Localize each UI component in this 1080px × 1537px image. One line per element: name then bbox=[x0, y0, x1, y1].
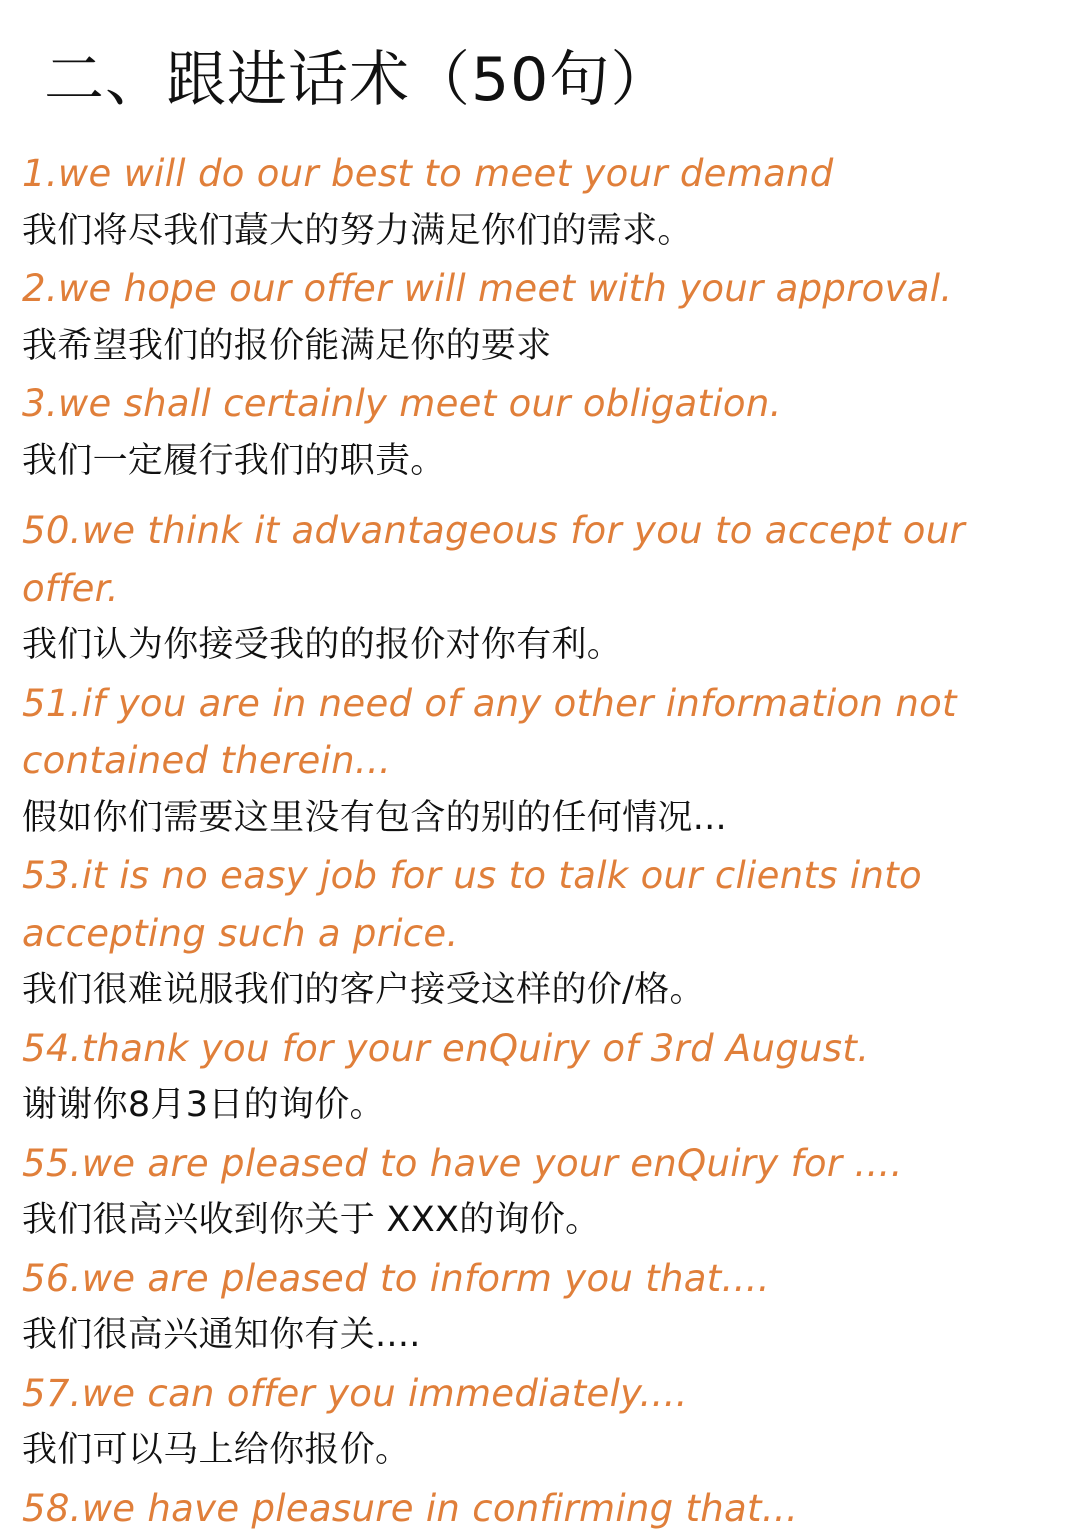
chinese-translation: 谢谢你8月3日的询价。 bbox=[22, 1077, 1067, 1135]
phrase-item bbox=[22, 260, 1067, 375]
english-phrase: 1.we will do our best to meet your demand bbox=[22, 145, 1067, 203]
phrase-item bbox=[22, 1135, 1067, 1250]
chinese-translation: 我们很难说服我们的客户接受这样的价/格。 bbox=[22, 962, 1067, 1020]
phrase-item bbox=[22, 1020, 1067, 1135]
chinese-translation: 我们可以马上给你报价。 bbox=[22, 1422, 1067, 1480]
phrase-list bbox=[22, 145, 1067, 1537]
chinese-translation: 我希望我们的报价能满足你的要求 bbox=[22, 318, 1067, 376]
chinese-translation: 我们很高兴通知你有关.... bbox=[22, 1307, 1067, 1365]
phrase-item bbox=[22, 675, 1067, 848]
chinese-translation: 我们一定履行我们的职责。 bbox=[22, 433, 1067, 491]
chinese-translation: 我们认为你接受我的的报价对你有利。 bbox=[22, 617, 1067, 675]
english-phrase: 55.we are pleased to have your enQuiry for .... bbox=[22, 1135, 1067, 1193]
english-phrase: 51.if you are in need of any other information not contained therein... bbox=[22, 675, 1067, 790]
english-phrase: 57.we can offer you immediately.... bbox=[22, 1365, 1067, 1423]
chinese-translation: 我们将尽我们蕞大的努力满足你们的需求。 bbox=[22, 203, 1067, 261]
chinese-translation: 我们很高兴收到你关于 XXX的询价。 bbox=[22, 1192, 1067, 1250]
chinese-translation: 假如你们需要这里没有包含的别的任何情况... bbox=[22, 790, 1067, 848]
english-phrase: 2.we hope our offer will meet with your approval. bbox=[22, 260, 1067, 318]
page-title: 二、跟进话术（50句） bbox=[44, 40, 671, 120]
phrase-item bbox=[22, 1250, 1067, 1365]
english-phrase: 56.we are pleased to inform you that.... bbox=[22, 1250, 1067, 1308]
english-phrase: 54.thank you for your enQuiry of 3rd August. bbox=[22, 1020, 1067, 1078]
phrase-item bbox=[22, 375, 1067, 490]
cut-off-phrase: 58.we have pleasure in confirming that... bbox=[22, 1480, 1067, 1537]
phrase-item bbox=[22, 847, 1067, 1020]
english-phrase: 50.we think it advantageous for you to accept our offer. bbox=[22, 502, 1067, 617]
english-phrase: 53.it is no easy job for us to talk our clients into accepting such a price. bbox=[22, 847, 1067, 962]
phrase-item bbox=[22, 1365, 1067, 1480]
english-phrase: 3.we shall certainly meet our obligation. bbox=[22, 375, 1067, 433]
phrase-item bbox=[22, 145, 1067, 260]
phrase-item bbox=[22, 502, 1067, 675]
